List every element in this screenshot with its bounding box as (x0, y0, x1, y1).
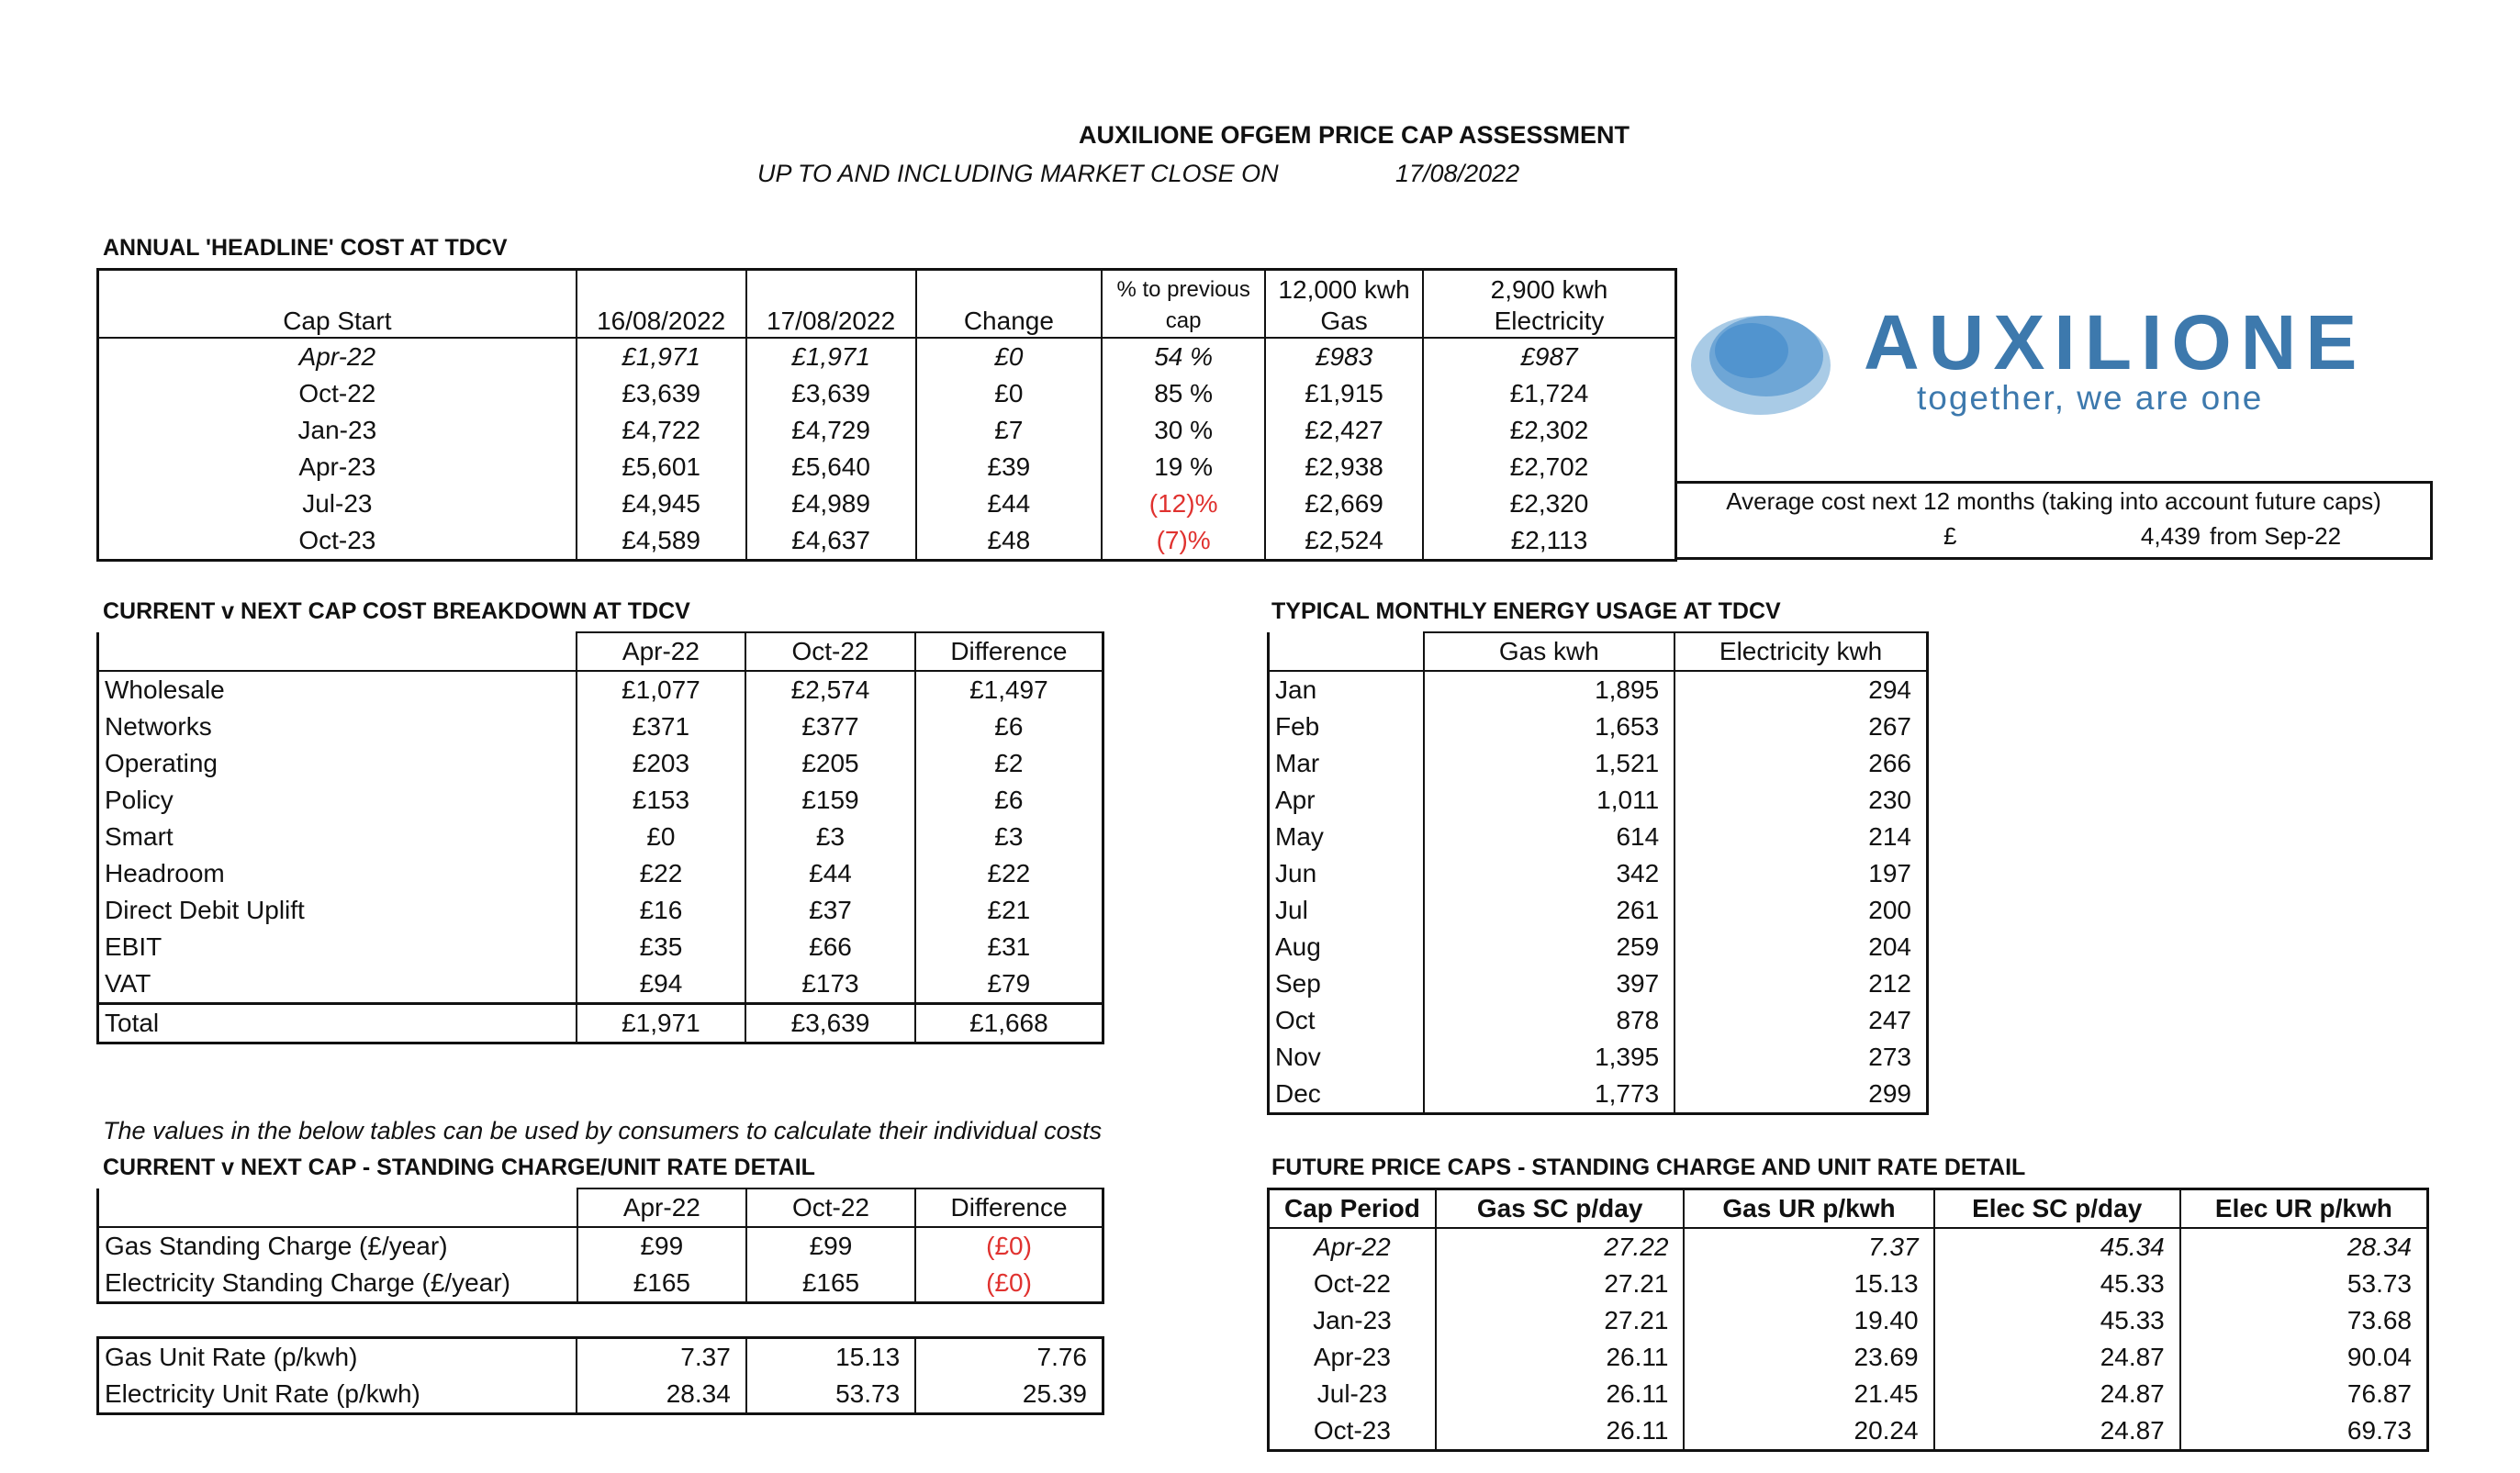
table-cell: £6 (915, 782, 1103, 819)
table-cell: £2,669 (1265, 485, 1423, 522)
col-gas-ur: Gas UR p/kwh (1684, 1189, 1933, 1229)
table-cell: £1,971 (746, 338, 916, 375)
table-cell: £7 (916, 412, 1103, 449)
average-cost-suffix: from Sep-22 (2210, 522, 2342, 550)
table-cell: 25.39 (915, 1376, 1103, 1414)
table-cell: £3,639 (577, 375, 746, 412)
table-cell: 28.34 (577, 1376, 745, 1414)
table-cell: 30 % (1102, 412, 1265, 449)
table-cell: 85 % (1102, 375, 1265, 412)
table-cell: £203 (577, 745, 746, 782)
table-cell: £2,574 (745, 671, 915, 709)
table-cell: £4,589 (577, 522, 746, 561)
table-row (98, 855, 1103, 892)
table-cell: £0 (577, 819, 746, 855)
table-row (1269, 1339, 2428, 1376)
table-cell: Electricity Unit Rate (p/kwh) (105, 1379, 420, 1408)
table-cell: £44 (916, 485, 1103, 522)
table-cell: £3,639 (745, 1004, 915, 1043)
table-cell: £1,668 (915, 1004, 1103, 1043)
table-cell: 266 (1674, 745, 1927, 782)
table-cell: £37 (745, 892, 915, 929)
table-row (1269, 1002, 1928, 1039)
table-cell: £48 (916, 522, 1103, 561)
table-cell: £2,938 (1265, 449, 1423, 485)
table-row (1269, 745, 1928, 782)
table-cell: £4,729 (746, 412, 916, 449)
table-cell: Jan-23 (1313, 1306, 1392, 1334)
table-cell: (£0) (915, 1265, 1103, 1303)
table-cell: 1,895 (1424, 671, 1675, 709)
table-row (98, 745, 1103, 782)
table-row (98, 522, 1676, 561)
table-cell: 1,395 (1424, 1039, 1675, 1076)
table-cell: 7.37 (577, 1338, 745, 1377)
table-cell: 24.87 (1934, 1376, 2180, 1412)
table-cell: 20.24 (1684, 1412, 1933, 1451)
table-row (98, 1265, 1103, 1303)
standing-charge-table (96, 1188, 1104, 1304)
usage-table (1267, 631, 1929, 1115)
table-cell: 19.40 (1684, 1302, 1933, 1339)
table-cell: £1,724 (1423, 375, 1676, 412)
table-cell: Apr-22 (298, 342, 376, 371)
table-row (98, 1376, 1103, 1414)
unit-rate-table (96, 1336, 1104, 1415)
table-row (1269, 1376, 2428, 1412)
average-cost-currency: £ (1943, 522, 1957, 550)
usage-section-title: TYPICAL MONTHLY ENERGY USAGE AT TDCV (1271, 598, 1781, 624)
table-row (98, 412, 1676, 449)
table-cell: £16 (577, 892, 746, 929)
table-cell: Jul-23 (1316, 1379, 1388, 1408)
table-cell: £2,113 (1423, 522, 1676, 561)
breakdown-section-title: CURRENT v NEXT CAP COST BREAKDOWN AT TDCV (103, 598, 690, 624)
table-row (1269, 1039, 1928, 1076)
table-cell: Total (98, 1004, 577, 1043)
table-cell: 878 (1424, 1002, 1675, 1039)
table-cell: 212 (1674, 965, 1927, 1002)
table-row (98, 485, 1676, 522)
table-cell: £1,915 (1265, 375, 1423, 412)
table-row (98, 965, 1103, 1004)
table-cell: 1,521 (1424, 745, 1675, 782)
breakdown-table (96, 631, 1104, 1044)
table-cell: 7.37 (1684, 1228, 1933, 1266)
table-row (98, 338, 1676, 375)
table-row (1269, 1076, 1928, 1114)
table-cell: £79 (915, 965, 1103, 1004)
table-cell: £39 (916, 449, 1103, 485)
col-difference: Difference (915, 1188, 1103, 1227)
table-cell: 261 (1424, 892, 1675, 929)
col-apr22: Apr-22 (577, 632, 746, 671)
table-cell: 53.73 (2180, 1266, 2428, 1302)
table-cell: 230 (1674, 782, 1927, 819)
table-cell: £153 (577, 782, 746, 819)
assessment-date: 17/08/2022 (1395, 160, 1520, 187)
table-cell: 247 (1674, 1002, 1927, 1039)
table-cell: 54 % (1102, 338, 1265, 375)
table-cell: £44 (745, 855, 915, 892)
col-oct22: Oct-22 (746, 1188, 915, 1227)
logo-tagline: together, we are one (1917, 379, 2264, 417)
table-cell: £2,320 (1423, 485, 1676, 522)
table-cell: Oct-23 (298, 526, 376, 554)
table-cell: 7.76 (915, 1338, 1103, 1377)
table-cell: 53.73 (746, 1376, 915, 1414)
table-cell: 26.11 (1436, 1412, 1685, 1451)
col-cap-period: Cap Period (1269, 1189, 1436, 1229)
table-cell: £0 (916, 338, 1103, 375)
table-row (1269, 709, 1928, 745)
table-cell: £21 (915, 892, 1103, 929)
table-cell: 15.13 (746, 1338, 915, 1377)
table-row (98, 929, 1103, 965)
table-cell: 259 (1424, 929, 1675, 965)
table-cell: Aug (1275, 932, 1321, 961)
table-cell: Dec (1275, 1079, 1321, 1108)
table-cell: 45.33 (1934, 1266, 2180, 1302)
standing-section-title: CURRENT v NEXT CAP - STANDING CHARGE/UNIT RATE DETAIL (103, 1155, 815, 1180)
table-cell: £4,989 (746, 485, 916, 522)
average-cost-label: Average cost next 12 months (taking into account future caps) (1726, 487, 2381, 515)
table-row (1269, 671, 1928, 709)
col-pct-prev: % to previous cap (1102, 270, 1265, 339)
page-subtitle: UP TO AND INCLUDING MARKET CLOSE ON (757, 160, 1279, 187)
table-cell: Wholesale (105, 675, 225, 704)
table-cell: 90.04 (2180, 1339, 2428, 1376)
table-cell: Networks (105, 712, 212, 741)
table-cell: (£0) (915, 1227, 1103, 1265)
table-cell: May (1275, 822, 1324, 851)
table-row (1269, 892, 1928, 929)
table-cell: £4,722 (577, 412, 746, 449)
table-cell: 26.11 (1436, 1339, 1685, 1376)
table-cell: £3,639 (746, 375, 916, 412)
table-cell: VAT (105, 969, 151, 998)
table-cell: 267 (1674, 709, 1927, 745)
table-cell: Policy (105, 786, 174, 814)
table-cell: £165 (577, 1265, 746, 1303)
table-cell: (12)% (1102, 485, 1265, 522)
table-cell: £22 (915, 855, 1103, 892)
table-cell: £5,640 (746, 449, 916, 485)
table-cell: EBIT (105, 932, 162, 961)
table-row (98, 449, 1676, 485)
table-cell: £2,702 (1423, 449, 1676, 485)
table-cell: £2,427 (1265, 412, 1423, 449)
table-cell: 197 (1674, 855, 1927, 892)
table-cell: Apr-23 (1313, 1343, 1391, 1371)
table-row (98, 671, 1103, 709)
page-title: AUXILIONE OFGEM PRICE CAP ASSESSMENT (1078, 121, 1630, 149)
table-cell: Smart (105, 822, 174, 851)
table-row (1269, 965, 1928, 1002)
table-row (98, 1338, 1103, 1377)
col-electricity: 2,900 kwh Electricity (1423, 270, 1676, 339)
headline-section-title: ANNUAL 'HEADLINE' COST AT TDCV (103, 235, 508, 261)
table-cell: Direct Debit Uplift (105, 896, 305, 924)
table-cell: £0 (916, 375, 1103, 412)
table-row (98, 709, 1103, 745)
table-row (1269, 1412, 2428, 1451)
table-cell: Gas Standing Charge (£/year) (105, 1232, 448, 1260)
table-row (1269, 782, 1928, 819)
table-cell: 397 (1424, 965, 1675, 1002)
table-cell: Operating (105, 749, 218, 777)
table-cell: Jun (1275, 859, 1317, 887)
table-total-row (98, 1004, 1103, 1043)
table-cell: £6 (915, 709, 1103, 745)
table-cell: 299 (1674, 1076, 1927, 1114)
table-cell: Nov (1275, 1043, 1321, 1071)
consumer-note: The values in the below tables can be used by consumers to calculate their individual costs (103, 1117, 1103, 1144)
table-cell: 76.87 (2180, 1376, 2428, 1412)
table-cell: £1,971 (577, 1004, 746, 1043)
table-cell: (7)% (1102, 522, 1265, 561)
table-row (1269, 819, 1928, 855)
col-date-2: 17/08/2022 (746, 270, 916, 339)
headline-table (96, 268, 1677, 562)
table-cell: Jan (1275, 675, 1317, 704)
table-row (98, 892, 1103, 929)
table-cell: £1,497 (915, 671, 1103, 709)
table-row (98, 375, 1676, 412)
table-cell: £2,524 (1265, 522, 1423, 561)
table-cell: 273 (1674, 1039, 1927, 1076)
table-row (1269, 929, 1928, 965)
future-caps-table (1267, 1188, 2429, 1452)
table-cell: £165 (746, 1265, 915, 1303)
table-cell: Gas Unit Rate (p/kwh) (105, 1343, 358, 1371)
table-cell: £3 (915, 819, 1103, 855)
table-cell: £1,971 (577, 338, 746, 375)
table-cell: 342 (1424, 855, 1675, 892)
table-cell: £22 (577, 855, 746, 892)
table-cell: 204 (1674, 929, 1927, 965)
table-row (98, 1227, 1103, 1265)
table-cell: 73.68 (2180, 1302, 2428, 1339)
table-cell: £5,601 (577, 449, 746, 485)
table-cell: £173 (745, 965, 915, 1004)
table-cell: Jul-23 (302, 489, 373, 518)
col-gas-kwh: Gas kwh (1424, 632, 1675, 671)
table-cell: Oct-23 (1313, 1416, 1391, 1445)
table-cell: £99 (746, 1227, 915, 1265)
table-cell: £3 (745, 819, 915, 855)
future-section-title: FUTURE PRICE CAPS - STANDING CHARGE AND UNIT RATE DETAIL (1271, 1155, 2026, 1180)
table-cell: Apr-22 (1314, 1233, 1391, 1261)
col-difference: Difference (915, 632, 1103, 671)
table-cell: 24.87 (1934, 1412, 2180, 1451)
table-cell: 24.87 (1934, 1339, 2180, 1376)
table-cell: Oct-22 (298, 379, 376, 407)
table-cell: Oct-22 (1313, 1269, 1391, 1298)
table-row (1269, 855, 1928, 892)
table-cell: £35 (577, 929, 746, 965)
col-elec-kwh: Electricity kwh (1674, 632, 1927, 671)
table-cell: 1,653 (1424, 709, 1675, 745)
table-cell: 200 (1674, 892, 1927, 929)
table-cell: Electricity Standing Charge (£/year) (105, 1268, 510, 1297)
table-row (98, 782, 1103, 819)
table-cell: 27.22 (1436, 1228, 1685, 1266)
table-cell: Apr (1275, 786, 1316, 814)
table-cell: 23.69 (1684, 1339, 1933, 1376)
average-cost-value: 4,439 (2140, 522, 2201, 550)
table-cell: £2,302 (1423, 412, 1676, 449)
table-cell: £31 (915, 929, 1103, 965)
table-cell: Feb (1275, 712, 1320, 741)
table-cell: 21.45 (1684, 1376, 1933, 1412)
col-oct22: Oct-22 (745, 632, 915, 671)
table-cell: £377 (745, 709, 915, 745)
table-cell: 27.21 (1436, 1266, 1685, 1302)
logo-mark-icon (1687, 303, 1834, 422)
table-cell: £4,945 (577, 485, 746, 522)
table-cell: 45.33 (1934, 1302, 2180, 1339)
table-cell: 15.13 (1684, 1266, 1933, 1302)
table-cell: Oct (1275, 1006, 1316, 1034)
table-row (1269, 1266, 2428, 1302)
table-cell: 69.73 (2180, 1412, 2428, 1451)
col-elec-ur: Elec UR p/kwh (2180, 1189, 2428, 1229)
table-cell: £94 (577, 965, 746, 1004)
table-cell: 294 (1674, 671, 1927, 709)
table-cell: 27.21 (1436, 1302, 1685, 1339)
table-cell: 1,011 (1424, 782, 1675, 819)
table-cell: £371 (577, 709, 746, 745)
logo-wordmark: AUXILIONE (1864, 299, 2367, 385)
table-cell: 26.11 (1436, 1376, 1685, 1412)
table-cell: 214 (1674, 819, 1927, 855)
table-cell: Jan-23 (297, 416, 377, 444)
table-cell: Sep (1275, 969, 1321, 998)
table-cell: £205 (745, 745, 915, 782)
table-cell: £983 (1265, 338, 1423, 375)
table-cell: 45.34 (1934, 1228, 2180, 1266)
table-cell: £987 (1423, 338, 1676, 375)
table-cell: 1,773 (1424, 1076, 1675, 1114)
table-cell: £159 (745, 782, 915, 819)
table-cell: £66 (745, 929, 915, 965)
col-apr22: Apr-22 (577, 1188, 746, 1227)
col-gas-sc: Gas SC p/day (1436, 1189, 1685, 1229)
average-cost-box (1674, 481, 2433, 560)
table-cell: £2 (915, 745, 1103, 782)
col-gas: 12,000 kwh Gas (1265, 270, 1423, 339)
table-row (98, 819, 1103, 855)
table-cell: £4,637 (746, 522, 916, 561)
col-change: Change (916, 270, 1103, 339)
table-cell: 28.34 (2180, 1228, 2428, 1266)
table-row (1269, 1228, 2428, 1266)
table-cell: £1,077 (577, 671, 746, 709)
table-cell: £99 (577, 1227, 746, 1265)
table-cell: Headroom (105, 859, 225, 887)
table-cell: Jul (1275, 896, 1308, 924)
table-cell: Mar (1275, 749, 1320, 777)
table-cell: 19 % (1102, 449, 1265, 485)
col-elec-sc: Elec SC p/day (1934, 1189, 2180, 1229)
table-row (1269, 1302, 2428, 1339)
col-cap-start: Cap Start (98, 270, 577, 339)
table-cell: 614 (1424, 819, 1675, 855)
table-cell: Apr-23 (298, 452, 376, 481)
col-date-1: 16/08/2022 (577, 270, 746, 339)
